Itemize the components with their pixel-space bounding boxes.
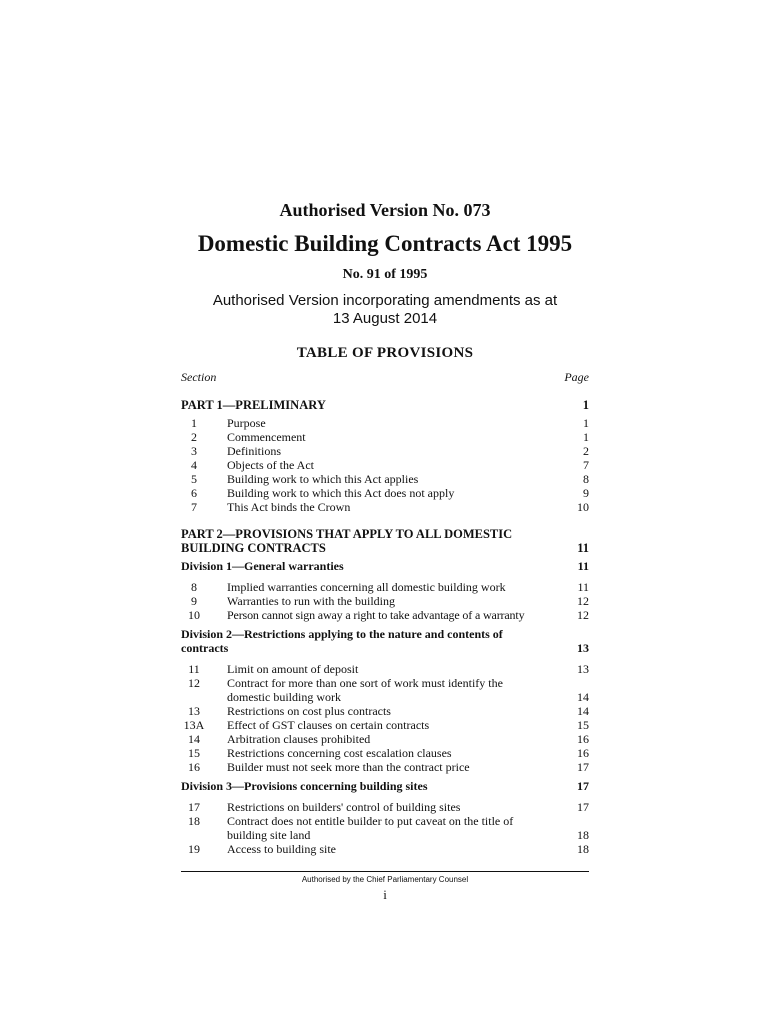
toc-section-row[interactable] (181, 444, 589, 458)
page-column-label: Page (564, 370, 589, 384)
section-number: 3 (191, 444, 197, 458)
section-number: 6 (191, 486, 197, 500)
toc-content (181, 198, 589, 856)
section-title: Definitions (227, 444, 281, 458)
section-title: Warranties to run with the building (227, 594, 395, 608)
section-page: 17 (577, 800, 589, 814)
section-number: 10 (188, 608, 200, 622)
part-title: PART 1—PRELIMINARY (181, 398, 326, 412)
toc-section-row[interactable] (181, 842, 589, 856)
section-page: 14 (577, 704, 589, 718)
section-title: Limit on amount of deposit (227, 662, 359, 676)
section-page: 1 (583, 430, 589, 444)
toc-section-row[interactable] (181, 472, 589, 486)
incorporating-amendments (181, 292, 589, 328)
toc-section-row[interactable] (181, 430, 589, 444)
incorporating-line-1: Authorised Version incorporating amendments as at (212, 292, 558, 309)
toc-section-row[interactable] (181, 580, 589, 594)
division-title: Division 3—Provisions concerning building sites (181, 779, 428, 793)
part-title-line-2: BUILDING CONTRACTS (181, 541, 326, 555)
section-number: 4 (191, 458, 197, 472)
toc-section-row[interactable] (181, 800, 589, 814)
section-title-line-1: Contract for more than one sort of work must identify the (227, 676, 503, 690)
section-title: Building work to which this Act does not apply (227, 486, 455, 500)
part-page: 11 (577, 541, 589, 555)
toc-section-row[interactable] (181, 416, 589, 430)
section-number: 5 (191, 472, 197, 486)
incorporating-line-2: 13 August 2014 (332, 310, 438, 327)
section-number: 2 (191, 430, 197, 444)
section-page: 16 (577, 746, 589, 760)
section-title: Restrictions on builders' control of building sites (227, 800, 461, 814)
division-title-line-2: contracts (181, 641, 229, 655)
section-page: 18 (577, 842, 589, 856)
section-page: 13 (577, 662, 589, 676)
section-page: 12 (577, 608, 589, 622)
section-title: Effect of GST clauses on certain contracts (227, 718, 430, 732)
division-title-line-1: Division 2—Restrictions applying to the nature and contents of (181, 627, 503, 641)
section-page: 11 (577, 580, 589, 594)
section-page: 18 (577, 828, 589, 842)
section-title: Restrictions concerning cost escalation clauses (227, 746, 452, 760)
act-title: Domestic Building Contracts Act 1995 (197, 231, 573, 256)
section-number: 17 (188, 800, 200, 814)
toc-section-row[interactable] (181, 608, 589, 622)
section-title-line-2: building site land (227, 828, 311, 842)
toc-title: TABLE OF PROVISIONS (296, 345, 474, 361)
toc-part-2[interactable] (181, 527, 589, 555)
division-page: 11 (577, 559, 589, 573)
toc-section-row[interactable] (181, 676, 589, 704)
section-number: 19 (188, 842, 200, 856)
section-number: 11 (188, 662, 200, 676)
division-title (181, 627, 569, 655)
toc-section-row[interactable] (181, 458, 589, 472)
toc-section-row[interactable] (181, 500, 589, 514)
authorised-version-heading: Authorised Version No. 073 (279, 200, 491, 220)
section-title: This Act binds the Crown (227, 500, 351, 514)
section-title-line-1: Contract does not entitle builder to put caveat on the title of (227, 814, 514, 828)
footer-divider (181, 871, 589, 872)
division-page: 13 (577, 641, 589, 655)
toc-section-row[interactable] (181, 594, 589, 608)
part-page: 1 (582, 398, 589, 412)
section-number: 16 (188, 760, 200, 774)
page-number: i (383, 887, 387, 902)
section-page: 10 (577, 500, 589, 514)
part-title-line-1: PART 2—PROVISIONS THAT APPLY TO ALL DOMESTIC (181, 527, 513, 541)
section-title: Building work to which this Act applies (227, 472, 419, 486)
act-number: No. 91 of 1995 (342, 267, 428, 282)
section-page: 17 (577, 760, 589, 774)
section-title: Purpose (227, 416, 266, 430)
toc-column-header (181, 370, 589, 384)
toc-division-3[interactable] (181, 779, 589, 793)
section-title: Restrictions on cost plus contracts (227, 704, 391, 718)
section-title: Objects of the Act (227, 458, 314, 472)
section-number: 13A (183, 718, 205, 732)
section-page: 12 (577, 594, 589, 608)
section-title: Builder must not seek more than the contract price (227, 760, 470, 774)
toc-section-row[interactable] (181, 732, 589, 746)
toc-section-row[interactable] (181, 704, 589, 718)
section-number: 9 (191, 594, 197, 608)
section-page: 1 (583, 416, 589, 430)
section-title-line-2: domestic building work (227, 690, 341, 704)
section-page: 14 (577, 690, 589, 704)
section-title: Access to building site (227, 842, 336, 856)
toc-section-row[interactable] (181, 486, 589, 500)
toc-part-1[interactable] (181, 398, 589, 412)
section-title: Implied warranties concerning all domestic building work (227, 580, 506, 594)
division-title: Division 1—General warranties (181, 559, 344, 573)
section-page: 9 (583, 486, 589, 500)
toc-section-row[interactable] (181, 662, 589, 676)
division-page: 17 (577, 779, 589, 793)
section-number: 7 (191, 500, 197, 514)
section-page: 15 (577, 718, 589, 732)
toc-division-1[interactable] (181, 559, 589, 573)
section-number: 13 (188, 704, 200, 718)
section-title: Arbitration clauses prohibited (227, 732, 371, 746)
section-number: 15 (188, 746, 200, 760)
section-page: 16 (577, 732, 589, 746)
footer-authority: Authorised by the Chief Parliamentary Counsel (301, 875, 469, 884)
section-column-label: Section (181, 370, 217, 384)
section-page: 7 (583, 458, 589, 472)
section-title (227, 814, 569, 842)
section-number: 8 (191, 580, 197, 594)
toc-section-row[interactable] (181, 746, 589, 760)
section-number: 18 (188, 814, 200, 828)
section-number: 1 (191, 416, 197, 430)
toc-section-row[interactable] (181, 760, 589, 774)
section-page: 8 (583, 472, 589, 486)
section-page: 2 (583, 444, 589, 458)
section-title: Commencement (227, 430, 306, 444)
toc-division-2[interactable] (181, 627, 589, 655)
toc-section-row[interactable] (181, 814, 589, 842)
toc-section-row[interactable] (181, 718, 589, 732)
part-title (181, 527, 569, 555)
section-title: Person cannot sign away a right to take advantage of a warranty (227, 608, 525, 622)
section-title (227, 676, 569, 704)
section-number: 12 (188, 676, 200, 690)
section-number: 14 (188, 732, 200, 746)
